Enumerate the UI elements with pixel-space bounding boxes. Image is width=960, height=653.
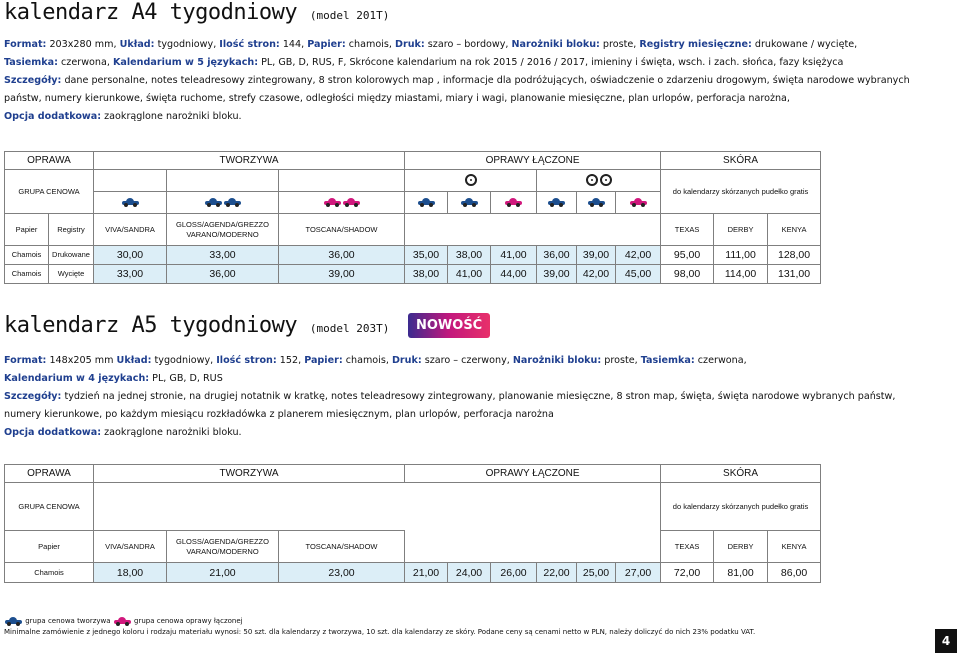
table-row: [5, 265, 821, 284]
a4-spec-line: Tasiemka: czerwona, Kalendarium w 5 językach: PL, GB, D, RUS, F, Skrócone kalendarium na rok 2015 / 2016 / 2017, imieniny i święta, wsch. i zach. słońca, fazy księżyca: [4, 57, 844, 68]
a4-spec-line: Szczegóły: dane personalne, notes teleadresowy zintegrowany, 8 stron kolorowych map , informacje dla podróżujących, oświadczenie o zdarzeniu drogowym, święta narodowe wybranych: [4, 75, 910, 86]
a5-spec-line: Opcja dodatkowa: zaokrąglone narożniki bloku.: [4, 427, 242, 438]
page-number: 4: [935, 629, 957, 653]
col-gloss-agenda: GLOSS/AGENDA/GREZZO VARANO/MODERNO: [167, 214, 279, 246]
price-cell: 42,00: [616, 246, 661, 265]
col-derby: DERBY: [714, 531, 768, 563]
legend-laczone: grupa cenowa oprawy łączonej: [134, 617, 243, 625]
grupa-cenowa-label: GRUPA CENOWA: [5, 170, 94, 214]
price-cell: 44,00: [491, 265, 537, 284]
car-icon: [167, 192, 279, 214]
cell-registry: Drukowane: [49, 246, 94, 265]
price-cell: 35,00: [405, 246, 448, 265]
header-oprawy-laczone: OPRAWY ŁĄCZONE: [405, 152, 661, 170]
grupa-cenowa-label: GRUPA CENOWA: [5, 483, 94, 531]
price-cell: 26,00: [491, 563, 537, 583]
car-icon: [405, 192, 448, 214]
a5-spec-line: Kalendarium w 4 językach: PL, GB, D, RUS: [4, 373, 223, 384]
legend-tworzywa: grupa cenowa tworzywa: [25, 617, 111, 625]
cell-papier: Chamois: [5, 265, 49, 284]
price-cell: 72,00: [661, 563, 714, 583]
price-cell: 30,00: [94, 246, 167, 265]
col-toscana-shadow: TOSCANA/SHADOW: [279, 214, 405, 246]
a5-model: (model 203T): [309, 322, 390, 335]
price-cell: 36,00: [279, 246, 405, 265]
col-texas: TEXAS: [661, 214, 714, 246]
col-kenya: KENYA: [768, 531, 821, 563]
price-group-icons: [167, 170, 279, 192]
header-tworzywa: TWORZYWA: [94, 465, 405, 483]
price-cell: 23,00: [279, 563, 405, 583]
price-cell: 41,00: [491, 246, 537, 265]
price-cell: 38,00: [405, 265, 448, 284]
cell-papier: Chamois: [5, 246, 49, 265]
car-icon: [616, 192, 661, 214]
steering-wheel-icon: [537, 170, 661, 192]
a5-spec-line: numery kierunkowe, po każdym miesiącu rozkładówka z planerem miesięcznym, plan urlopów, perforacja narożna: [4, 409, 554, 420]
price-cell: 33,00: [167, 246, 279, 265]
col-derby: DERBY: [714, 214, 768, 246]
cell-registry: Wycięte: [49, 265, 94, 284]
new-badge: NOWOŚĆ: [408, 313, 490, 338]
a4-spec-line: Format: 203x280 mm, Układ: tygodniowy, Ilość stron: 144, Papier: chamois, Druk: szaro – bordowy, Narożniki bloku: proste, Registry miesięczne: drukowane / wycięte,: [4, 39, 858, 50]
price-cell: 21,00: [405, 563, 448, 583]
price-cell: 24,00: [448, 563, 491, 583]
table-row: [5, 563, 821, 583]
car-icon: [279, 192, 405, 214]
a4-model: (model 201T): [309, 9, 390, 22]
price-cell: 98,00: [661, 265, 714, 284]
col-papier: Papier: [5, 214, 49, 246]
header-skora: SKÓRA: [661, 465, 821, 483]
price-cell: 27,00: [616, 563, 661, 583]
a5-spec-line: Format: 148x205 mm Układ: tygodniowy, Ilość stron: 152, Papier: chamois, Druk: szaro – czerwony, Narożniki bloku: proste, Tasiemka: czerwona,: [4, 355, 747, 366]
price-group-icons: [279, 170, 405, 192]
a5-spec: [4, 352, 895, 442]
car-icon: [448, 192, 491, 214]
price-cell: 38,00: [448, 246, 491, 265]
price-cell: 36,00: [537, 246, 577, 265]
car-icon: [537, 192, 577, 214]
a5-price-table: [4, 464, 821, 583]
price-cell: 45,00: [616, 265, 661, 284]
header-oprawa: OPRAWA: [5, 152, 94, 170]
price-cell: 21,00: [167, 563, 279, 583]
col-kenya: KENYA: [768, 214, 821, 246]
price-cell: 39,00: [279, 265, 405, 284]
steering-wheel-icon: [405, 170, 537, 192]
car-icon: [94, 192, 167, 214]
price-cell: 33,00: [94, 265, 167, 284]
table-row: [5, 246, 821, 265]
price-cell: 36,00: [167, 265, 279, 284]
col-toscana-shadow: TOSCANA/SHADOW: [279, 531, 405, 563]
col-gloss-agenda: GLOSS/AGENDA/GREZZO VARANO/MODERNO: [167, 531, 279, 563]
a4-spec-line: państw, numery kierunkowe, święta ruchome, strefy czasowe, odległości między miastami, miary i wagi, planowanie miesięczne, plan urlopów, perforacja narożna,: [4, 93, 790, 104]
price-cell: 41,00: [448, 265, 491, 284]
price-cell: 128,00: [768, 246, 821, 265]
price-cell: 131,00: [768, 265, 821, 284]
price-group-icons: [94, 170, 167, 192]
price-cell: 81,00: [714, 563, 768, 583]
price-cell: 22,00: [537, 563, 577, 583]
a5-title: [4, 313, 389, 338]
legend: [4, 617, 243, 625]
box-gratis-note: do kalendarzy skórzanych pudełko gratis: [661, 170, 821, 214]
col-texas: TEXAS: [661, 531, 714, 563]
box-gratis-note: do kalendarzy skórzanych pudełko gratis: [661, 483, 821, 531]
col-papier: Papier: [5, 531, 94, 563]
price-cell: 39,00: [537, 265, 577, 284]
price-cell: 18,00: [94, 563, 167, 583]
col-viva-sandra: VIVA/SANDRA: [94, 214, 167, 246]
price-cell: 95,00: [661, 246, 714, 265]
a5-spec-line: Szczegóły: tydzień na jednej stronie, na drugiej notatnik w kratkę, notes teleadresowy zintegrowany, planowanie miesięczne, 8 stron map, święta, święta narodowe wybranych państw,: [4, 391, 896, 402]
header-skora: SKÓRA: [661, 152, 821, 170]
a5-title-text: kalendarz A5 tygodniowy: [4, 313, 298, 338]
header-oprawa: OPRAWA: [5, 465, 94, 483]
price-cell: 86,00: [768, 563, 821, 583]
cell-papier: Chamois: [5, 563, 94, 583]
a4-price-table: [4, 151, 821, 284]
header-oprawy-laczone: OPRAWY ŁĄCZONE: [405, 465, 661, 483]
price-cell: 114,00: [714, 265, 768, 284]
a4-title-text: kalendarz A4 tygodniowy: [4, 0, 298, 25]
a4-title: [4, 0, 389, 25]
price-cell: 111,00: [714, 246, 768, 265]
car-icon: [491, 192, 537, 214]
footnote: Minimalne zamówienie z jednego koloru i rodzaju materiału wynosi: 50 szt. dla kalendarzy z tworzywa, 10 szt. dla kalendarzy ze skóry. Podane ceny są cenami netto w PLN, należy doliczyć do nich 23% podatku VAT.: [4, 628, 756, 636]
price-cell: 39,00: [577, 246, 616, 265]
col-registry: Registry: [49, 214, 94, 246]
header-tworzywa: TWORZYWA: [94, 152, 405, 170]
price-cell: 25,00: [577, 563, 616, 583]
price-cell: 42,00: [577, 265, 616, 284]
col-viva-sandra: VIVA/SANDRA: [94, 531, 167, 563]
a4-spec: [4, 36, 910, 126]
car-icon: [5, 617, 22, 625]
car-icon: [114, 617, 131, 625]
a4-spec-line: Opcja dodatkowa: zaokrąglone narożniki bloku.: [4, 111, 242, 122]
car-icon: [577, 192, 616, 214]
